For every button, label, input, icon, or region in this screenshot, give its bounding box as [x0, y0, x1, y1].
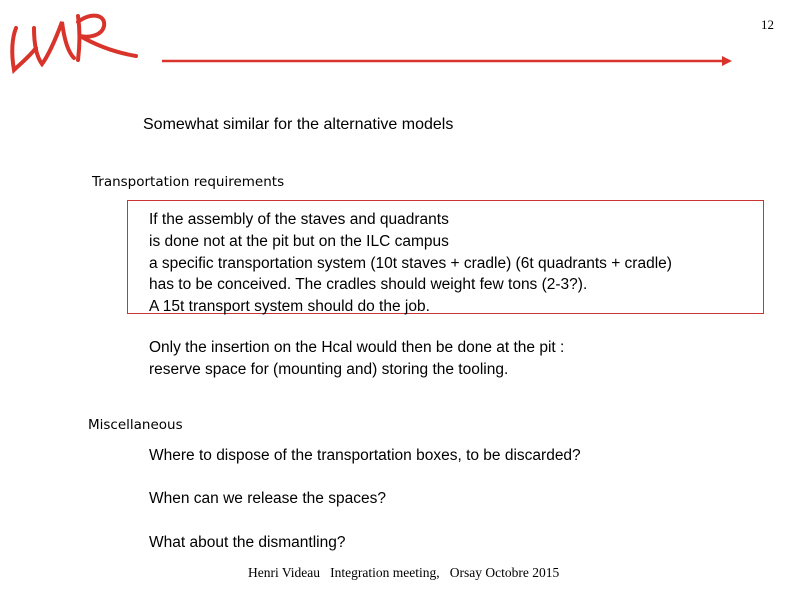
box-line: a specific transportation system (10t staves + cradle) (6t quadrants + cradle) — [149, 254, 672, 272]
pit-line: reserve space for (mounting and) storing the tooling. — [149, 361, 509, 378]
header-arrow-icon — [160, 52, 736, 68]
section-heading-transportation: Transportation requirements — [92, 174, 285, 190]
box-line: If the assembly of the staves and quadrants — [149, 211, 449, 228]
section-heading-miscellaneous: Miscellaneous — [88, 417, 183, 433]
page-number: 12 — [761, 17, 774, 32]
footer-text: Henri Videau Integration meeting, Orsay Octobre 2015 — [248, 565, 560, 580]
box-line: is done not at the pit but on the ILC campus — [149, 232, 449, 250]
question-item: What about the dismantling? — [149, 534, 346, 551]
pit-line: Only the insertion on the Hcal would then be done at the pit : — [149, 339, 565, 356]
box-line: has to be conceived. The cradles should weight few tons (2-3?). — [149, 276, 588, 294]
question-item: Where to dispose of the transportation boxes, to be discarded? — [149, 447, 581, 464]
pit-insertion-text — [149, 337, 564, 381]
slide-subtitle: Somewhat similar for the alternative models — [143, 116, 454, 133]
box-line: A 15t transport system should do the job. — [149, 298, 430, 316]
transport-box-text — [149, 209, 672, 318]
question-item: When can we release the spaces? — [149, 490, 386, 507]
lal-logo-icon — [8, 8, 140, 76]
